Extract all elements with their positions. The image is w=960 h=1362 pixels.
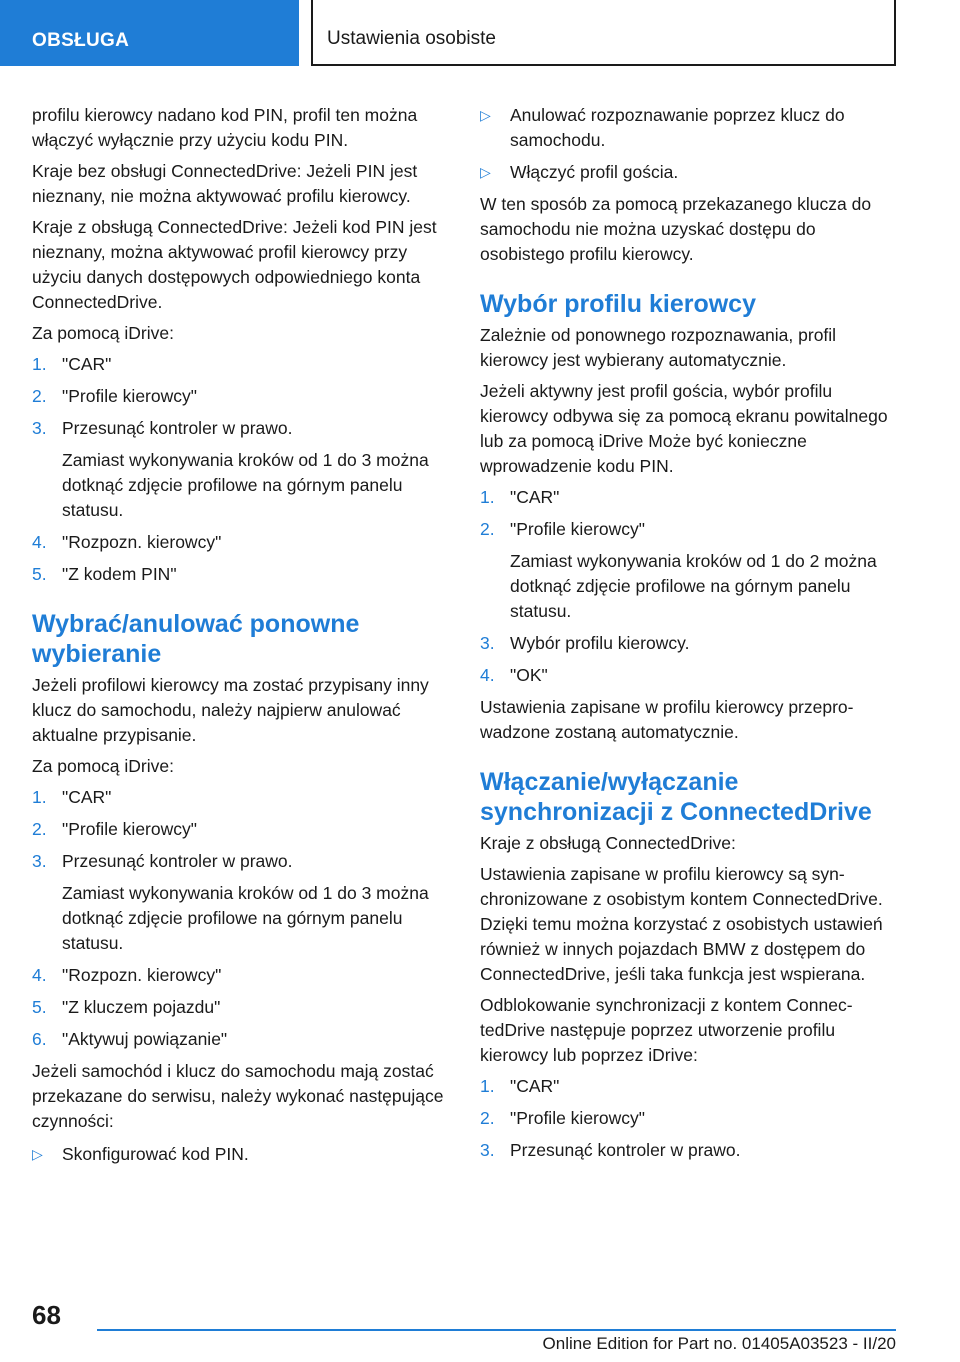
step-note: Zamiast wykonywania kroków od 1 do 3 można dotknąć zdjęcie profilowe na górnym panelu statusu. (62, 883, 429, 953)
section-heading: Wybrać/anulować ponowne wybieranie (32, 610, 360, 668)
step-number: 2. (480, 1108, 495, 1128)
paragraph: Kraje z obsługą ConnectedDrive: Jeżeli kod PIN jest nieznany, można aktywować profil kierowcy przy użyciu danych dostępowych odpowiedniego konta ConnectedDrive. (32, 217, 437, 312)
step-note: Zamiast wykonywania kroków od 1 do 2 można dotknąć zdjęcie profilowe na górnym panelu statusu. (510, 551, 877, 621)
step-text: "Rozpozn. kierowcy" (62, 532, 222, 552)
footer-edition: Online Edition for Part no. 01405A03523 - II/20 (542, 1334, 896, 1353)
step-text: Przesunąć kontroler w prawo. (510, 1140, 741, 1160)
step-text: "CAR" (510, 1076, 560, 1096)
left-column (32, 103, 452, 1174)
triangle-bullet-icon: ▷ (32, 1146, 43, 1162)
paragraph: Za pomocą iDrive: (32, 756, 174, 776)
step-number: 3. (32, 418, 47, 438)
triangle-bullet-icon: ▷ (480, 107, 491, 123)
list-item (480, 160, 900, 185)
list-item (32, 384, 452, 409)
list-item (480, 631, 900, 656)
paragraph: Odblokowanie synchronizacji z kontem ConnectedDrive następuje poprzez utworzenie profilu kierowcy lub poprzez iDrive: (480, 995, 853, 1065)
step-text: "OK" (510, 665, 548, 685)
step-text: "CAR" (62, 354, 112, 374)
step-number: 3. (480, 1140, 495, 1160)
bullet-text: Anulować rozpoznawanie poprzez klucz do samochodu. (510, 105, 845, 150)
step-text: Przesunąć kontroler w prawo. (62, 851, 293, 871)
paragraph: Zależnie od ponownego rozpoznawania, profil kierowcy jest wybierany automatycznie. (480, 325, 837, 370)
step-text: "Profile kierowcy" (62, 819, 197, 839)
section-tab: OBSŁUGA (0, 0, 299, 66)
steps-list (480, 485, 900, 688)
step-number: 4. (480, 665, 495, 685)
right-column (480, 103, 900, 1170)
step-number: 6. (32, 1029, 47, 1049)
list-item (32, 785, 452, 810)
paragraph: Kraje z obsługą ConnectedDrive: (480, 833, 736, 853)
list-item (32, 849, 452, 956)
list-item (480, 103, 900, 153)
step-text: "Z kodem PIN" (62, 564, 177, 584)
section-heading: Włączanie/wyłączanie synchronizacji z ConnectedDrive (480, 768, 872, 826)
bullet-text: Włączyć profil gościa. (510, 162, 679, 182)
steps-list (32, 352, 452, 587)
list-item (32, 1027, 452, 1052)
bullet-text: Skonfigurować kod PIN. (62, 1144, 249, 1164)
paragraph: Kraje bez obsługi ConnectedDrive: Jeżeli PIN jest nieznany, nie można aktywować profilu kierowcy. (32, 161, 418, 206)
page-header (0, 0, 960, 66)
list-item (480, 1106, 900, 1131)
list-item (32, 530, 452, 555)
step-note: Zamiast wykonywania kroków od 1 do 3 można dotknąć zdjęcie profilowe na górnym panelu statusu. (62, 450, 429, 520)
step-text: Wybór profilu kierowcy. (510, 633, 690, 653)
paragraph: Jeżeli aktywny jest profil gościa, wybór profilu kierowcy odbywa się za pomocą ekranu powitalnego lub za pomocą iDrive Może być konieczne wprowadzenie kodu PIN. (480, 381, 888, 476)
list-item (32, 416, 452, 523)
paragraph: Jeżeli profilowi kierowcy ma zostać przypisany inny klucz do samochodu, należy najpierw anulować aktualne przypisanie. (32, 675, 429, 745)
paragraph: W ten sposób za pomocą przekazanego klucza do samochodu nie można uzyskać dostępu do osobistego profilu kierowcy. (480, 194, 872, 264)
paragraph: profilu kierowcy nadano kod PIN, profil ten można włączyć wyłącznie przy użyciu kodu PIN. (32, 105, 418, 150)
step-text: "Rozpozn. kierowcy" (62, 965, 222, 985)
triangle-bullet-icon: ▷ (480, 164, 491, 180)
list-item (32, 995, 452, 1020)
bullet-list (32, 1142, 452, 1167)
steps-list (32, 785, 452, 1052)
step-text: "CAR" (510, 487, 560, 507)
list-item (32, 1142, 452, 1167)
list-item (32, 963, 452, 988)
steps-list (480, 1074, 900, 1163)
list-item (480, 517, 900, 624)
list-item (480, 485, 900, 510)
step-text: "Aktywuj powiązanie" (62, 1029, 228, 1049)
bullet-list (480, 103, 900, 185)
paragraph: Ustawienia zapisane w profilu kierowcy są synchronizowane z osobistym kontem ConnectedDrive. Dzięki temu można korzystać z osobistych ustawień również w innych pojazdach BMW z dostępem do ConnectedDrive, jeśli taka funkcja jest wspierana. (480, 864, 883, 984)
chapter-title: Ustawienia osobiste (311, 0, 896, 66)
step-text: "Z kluczem pojazdu" (62, 997, 221, 1017)
footer-divider (97, 1329, 896, 1331)
list-item (480, 1074, 900, 1099)
step-number: 3. (32, 851, 47, 871)
step-text: Przesunąć kontroler w prawo. (62, 418, 293, 438)
list-item (32, 817, 452, 842)
paragraph: Za pomocą iDrive: (32, 323, 174, 343)
list-item (32, 352, 452, 377)
step-number: 2. (32, 386, 47, 406)
step-number: 1. (32, 787, 47, 807)
list-item (480, 1138, 900, 1163)
step-number: 2. (480, 519, 495, 539)
paragraph: Ustawienia zapisane w profilu kierowcy przeprowadzone zostaną automatycznie. (480, 697, 854, 742)
step-number: 5. (32, 997, 47, 1017)
step-text: "Profile kierowcy" (510, 1108, 645, 1128)
step-number: 1. (480, 487, 495, 507)
list-item (480, 663, 900, 688)
step-number: 4. (32, 532, 47, 552)
step-number: 5. (32, 564, 47, 584)
step-text: "Profile kierowcy" (510, 519, 645, 539)
paragraph: Jeżeli samochód i klucz do samochodu mają zostać przekazane do serwisu, należy wykonać następujące czynności: (32, 1061, 444, 1131)
section-heading: Wybór profilu kierowcy (480, 290, 756, 318)
step-number: 3. (480, 633, 495, 653)
step-number: 1. (32, 354, 47, 374)
step-number: 1. (480, 1076, 495, 1096)
step-number: 4. (32, 965, 47, 985)
step-text: "Profile kierowcy" (62, 386, 197, 406)
list-item (32, 562, 452, 587)
step-text: "CAR" (62, 787, 112, 807)
page-number: 68 (32, 1300, 61, 1330)
step-number: 2. (32, 819, 47, 839)
